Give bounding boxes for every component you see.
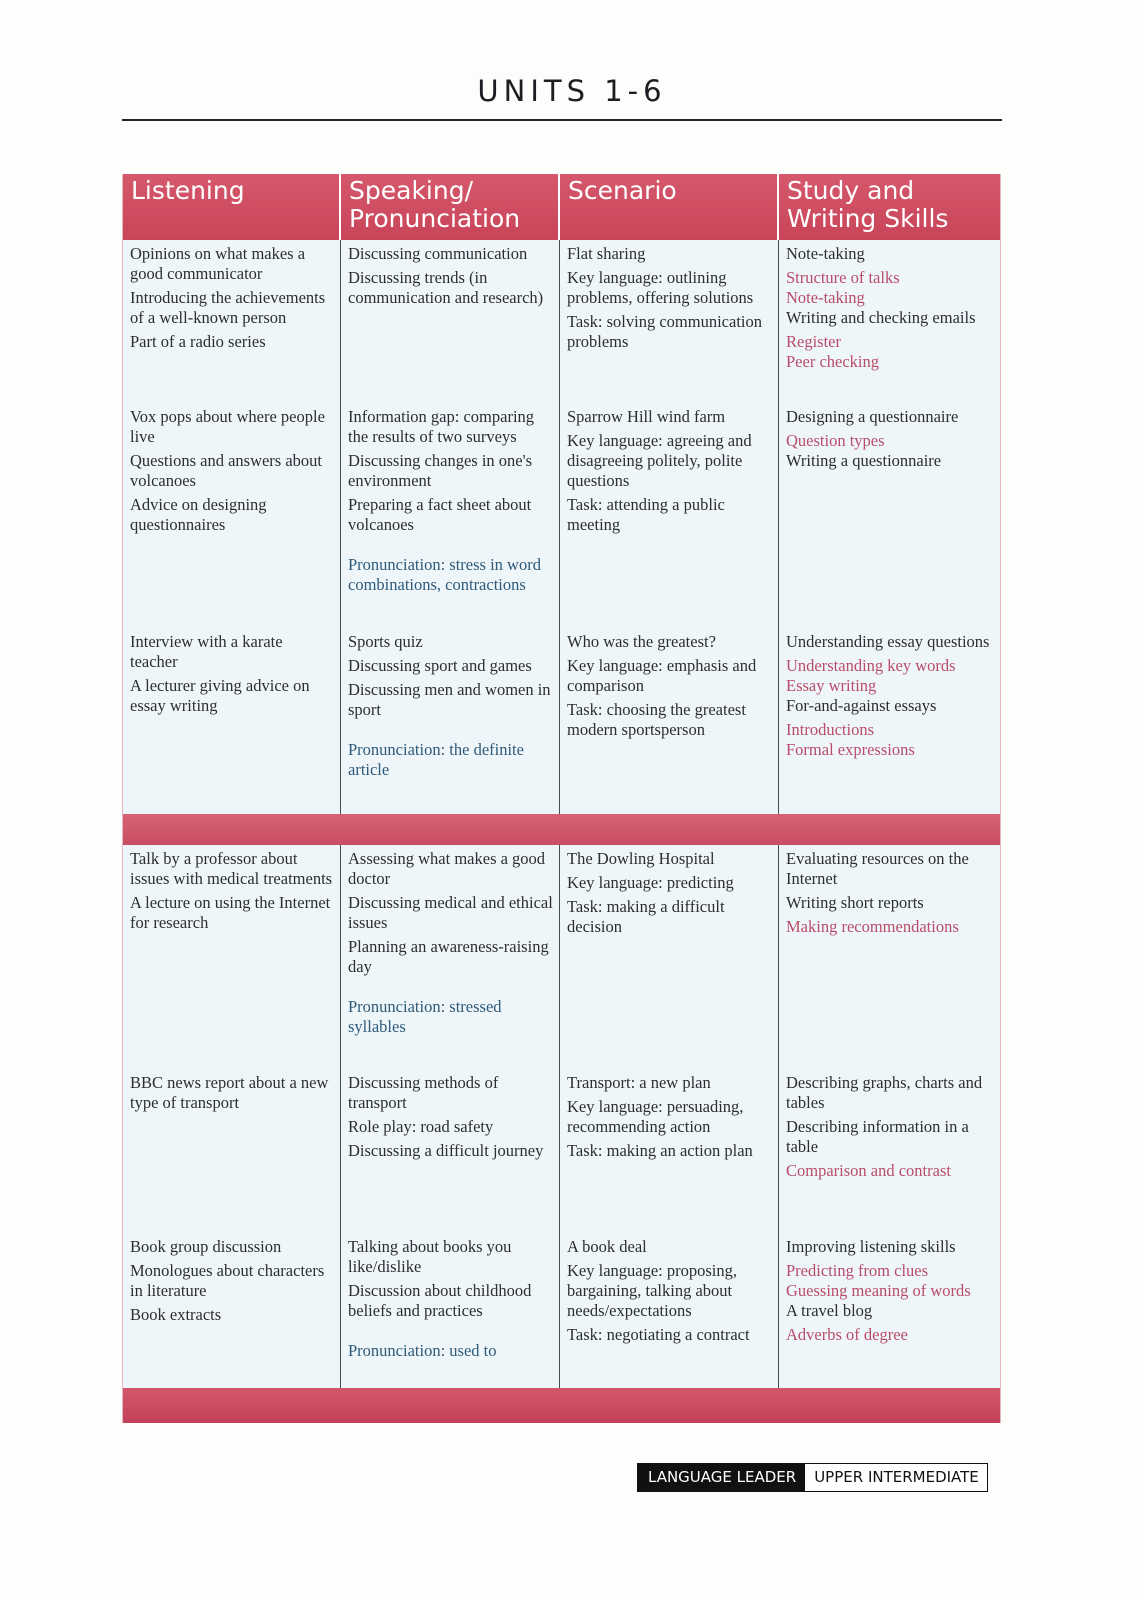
table-header <box>123 174 1000 240</box>
table-row <box>123 240 1000 403</box>
list-item: Writing a questionnaire <box>786 451 942 470</box>
list-item: Questions and answers about volcanoes <box>130 451 323 490</box>
list-item: Key language: persuading, recommending action <box>567 1097 744 1136</box>
list-item: Discussing men and women in sport <box>348 680 551 719</box>
list-item: Key language: emphasis and comparison <box>567 656 757 695</box>
sub-skill-item: Adverbs of degree <box>786 1325 908 1344</box>
list-item: A travel blog <box>786 1301 873 1320</box>
list-item: Discussing trends (in communication and research) <box>348 268 544 307</box>
sub-skill-item: Formal expressions <box>786 740 915 759</box>
footer-badge <box>637 1463 988 1492</box>
list-item: Key language: agreeing and disagreeing politely, polite questions <box>567 431 752 490</box>
list-item: Task: making a difficult decision <box>567 897 725 936</box>
cell-study-writing <box>779 628 1000 814</box>
list-item: Transport: a new plan <box>567 1073 711 1092</box>
sub-skill-item: Note-taking <box>786 288 865 307</box>
list-item: Monologues about characters in literature <box>130 1261 325 1300</box>
list-item: Key language: proposing, bargaining, talking about needs/expectations <box>567 1261 738 1320</box>
cell-scenario <box>560 1069 779 1233</box>
sub-skill-item: Making recommendations <box>786 917 959 936</box>
list-item: Describing information in a table <box>786 1117 969 1156</box>
sub-skill-item: Comparison and contrast <box>786 1161 951 1180</box>
list-item: Discussing changes in one's environment <box>348 451 532 490</box>
list-item: Preparing a fact sheet about volcanoes <box>348 495 532 534</box>
cell-listening <box>123 628 341 814</box>
table-body-lower <box>123 845 1000 1388</box>
list-item: Part of a radio series <box>130 332 266 351</box>
cell-speaking <box>341 845 560 1069</box>
list-item: Introducing the achievements of a well-known person <box>130 288 326 327</box>
sub-skill-item: Structure of talks <box>786 268 900 287</box>
header-study-writing-skills: Study and Writing Skills <box>787 176 949 233</box>
sub-skill-item: Register <box>786 332 841 351</box>
cell-speaking <box>341 240 560 403</box>
list-item: The Dowling Hospital <box>567 849 715 868</box>
list-item: Vox pops about where people live <box>130 407 325 446</box>
list-item: BBC news report about a new type of transport <box>130 1073 329 1112</box>
list-item: Talking about books you like/dislike <box>348 1237 512 1276</box>
list-item: A lecture on using the Internet for research <box>130 893 331 932</box>
list-item: Talk by a professor about issues with medical treatments <box>130 849 333 888</box>
sub-skill-item: Question types <box>786 431 885 450</box>
table-row <box>123 1233 1000 1388</box>
list-item: Task: negotiating a contract <box>567 1325 750 1344</box>
table-bottom-band <box>123 1388 1000 1423</box>
cell-scenario <box>560 845 779 1069</box>
list-item: Discussing communication <box>348 244 528 263</box>
cell-scenario <box>560 1233 779 1388</box>
list-item: For-and-against essays <box>786 696 937 715</box>
table-row <box>123 403 1000 628</box>
list-item: Discussing medical and ethical issues <box>348 893 553 932</box>
pronunciation-item: Pronunciation: the definite article <box>348 740 524 779</box>
pronunciation-item: Pronunciation: stressed syllables <box>348 997 502 1036</box>
page-title: UNITS 1-6 <box>477 74 667 108</box>
pronunciation-item: Pronunciation: used to <box>348 1341 497 1360</box>
list-item: Discussing a difficult journey <box>348 1141 544 1160</box>
sub-skill-item: Predicting from clues <box>786 1261 929 1280</box>
list-item: Flat sharing <box>567 244 646 263</box>
list-item: Role play: road safety <box>348 1117 494 1136</box>
header-scenario: Scenario <box>560 174 779 240</box>
syllabus-table <box>122 174 1001 1423</box>
sub-skill-item: Understanding key words <box>786 656 956 675</box>
list-item: Key language: predicting <box>567 873 734 892</box>
list-item: Sports quiz <box>348 632 423 651</box>
header-listening: Listening <box>123 174 341 240</box>
cell-speaking <box>341 1233 560 1388</box>
list-item: Discussion about childhood beliefs and practices <box>348 1281 532 1320</box>
cell-speaking <box>341 628 560 814</box>
sub-skill-item: Introductions <box>786 720 874 739</box>
cell-listening <box>123 1233 341 1388</box>
list-item: Book extracts <box>130 1305 222 1324</box>
list-item: Information gap: comparing the results of two surveys <box>348 407 535 446</box>
header-speaking-pronunciation: Speaking/ Pronunciation <box>341 174 560 240</box>
list-item: Planning an awareness-raising day <box>348 937 549 976</box>
cell-listening <box>123 240 341 403</box>
list-item: Task: making an action plan <box>567 1141 753 1160</box>
cell-scenario <box>560 628 779 814</box>
cell-study-writing <box>779 1069 1000 1233</box>
sub-skill-item: Guessing meaning of words <box>786 1281 971 1300</box>
title-rule <box>122 119 1002 121</box>
cell-speaking <box>341 1069 560 1233</box>
list-item: Improving listening skills <box>786 1237 956 1256</box>
list-item: A lecturer giving advice on essay writing <box>130 676 310 715</box>
list-item: Task: attending a public meeting <box>567 495 725 534</box>
cell-study-writing <box>779 240 1000 403</box>
cell-study-writing <box>779 845 1000 1069</box>
list-item: Writing and checking emails <box>786 308 976 327</box>
list-item: Interview with a karate teacher <box>130 632 283 671</box>
cell-scenario <box>560 240 779 403</box>
list-item: Designing a questionnaire <box>786 407 959 426</box>
table-row <box>123 845 1000 1069</box>
list-item: A book deal <box>567 1237 647 1256</box>
sub-skill-item: Essay writing <box>786 676 877 695</box>
table-row <box>123 1069 1000 1233</box>
cell-listening <box>123 403 341 628</box>
cell-speaking <box>341 403 560 628</box>
list-item: Task: solving communication problems <box>567 312 762 351</box>
table-body-upper <box>123 240 1000 814</box>
list-item: Discussing sport and games <box>348 656 532 675</box>
list-item: Describing graphs, charts and tables <box>786 1073 983 1112</box>
table-row <box>123 628 1000 814</box>
list-item: Who was the greatest? <box>567 632 716 651</box>
list-item: Evaluating resources on the Internet <box>786 849 969 888</box>
footer-brand: LANGUAGE LEADER <box>638 1464 805 1491</box>
list-item: Book group discussion <box>130 1237 282 1256</box>
cell-listening <box>123 845 341 1069</box>
list-item: Assessing what makes a good doctor <box>348 849 546 888</box>
footer-level: UPPER INTERMEDIATE <box>805 1464 987 1491</box>
list-item: Advice on designing questionnaires <box>130 495 267 534</box>
list-item: Key language: outlining problems, offering solutions <box>567 268 754 307</box>
section-divider-band <box>123 814 1000 845</box>
list-item: Task: choosing the greatest modern sportsperson <box>567 700 746 739</box>
list-item: Discussing methods of transport <box>348 1073 499 1112</box>
cell-study-writing <box>779 1233 1000 1388</box>
list-item: Opinions on what makes a good communicator <box>130 244 306 283</box>
cell-scenario <box>560 403 779 628</box>
cell-study-writing <box>779 403 1000 628</box>
list-item: Sparrow Hill wind farm <box>567 407 726 426</box>
list-item: Note-taking <box>786 244 865 263</box>
list-item: Writing short reports <box>786 893 924 912</box>
sub-skill-item: Peer checking <box>786 352 879 371</box>
list-item: Understanding essay questions <box>786 632 990 651</box>
cell-listening <box>123 1069 341 1233</box>
pronunciation-item: Pronunciation: stress in word combinations, contractions <box>348 555 541 594</box>
